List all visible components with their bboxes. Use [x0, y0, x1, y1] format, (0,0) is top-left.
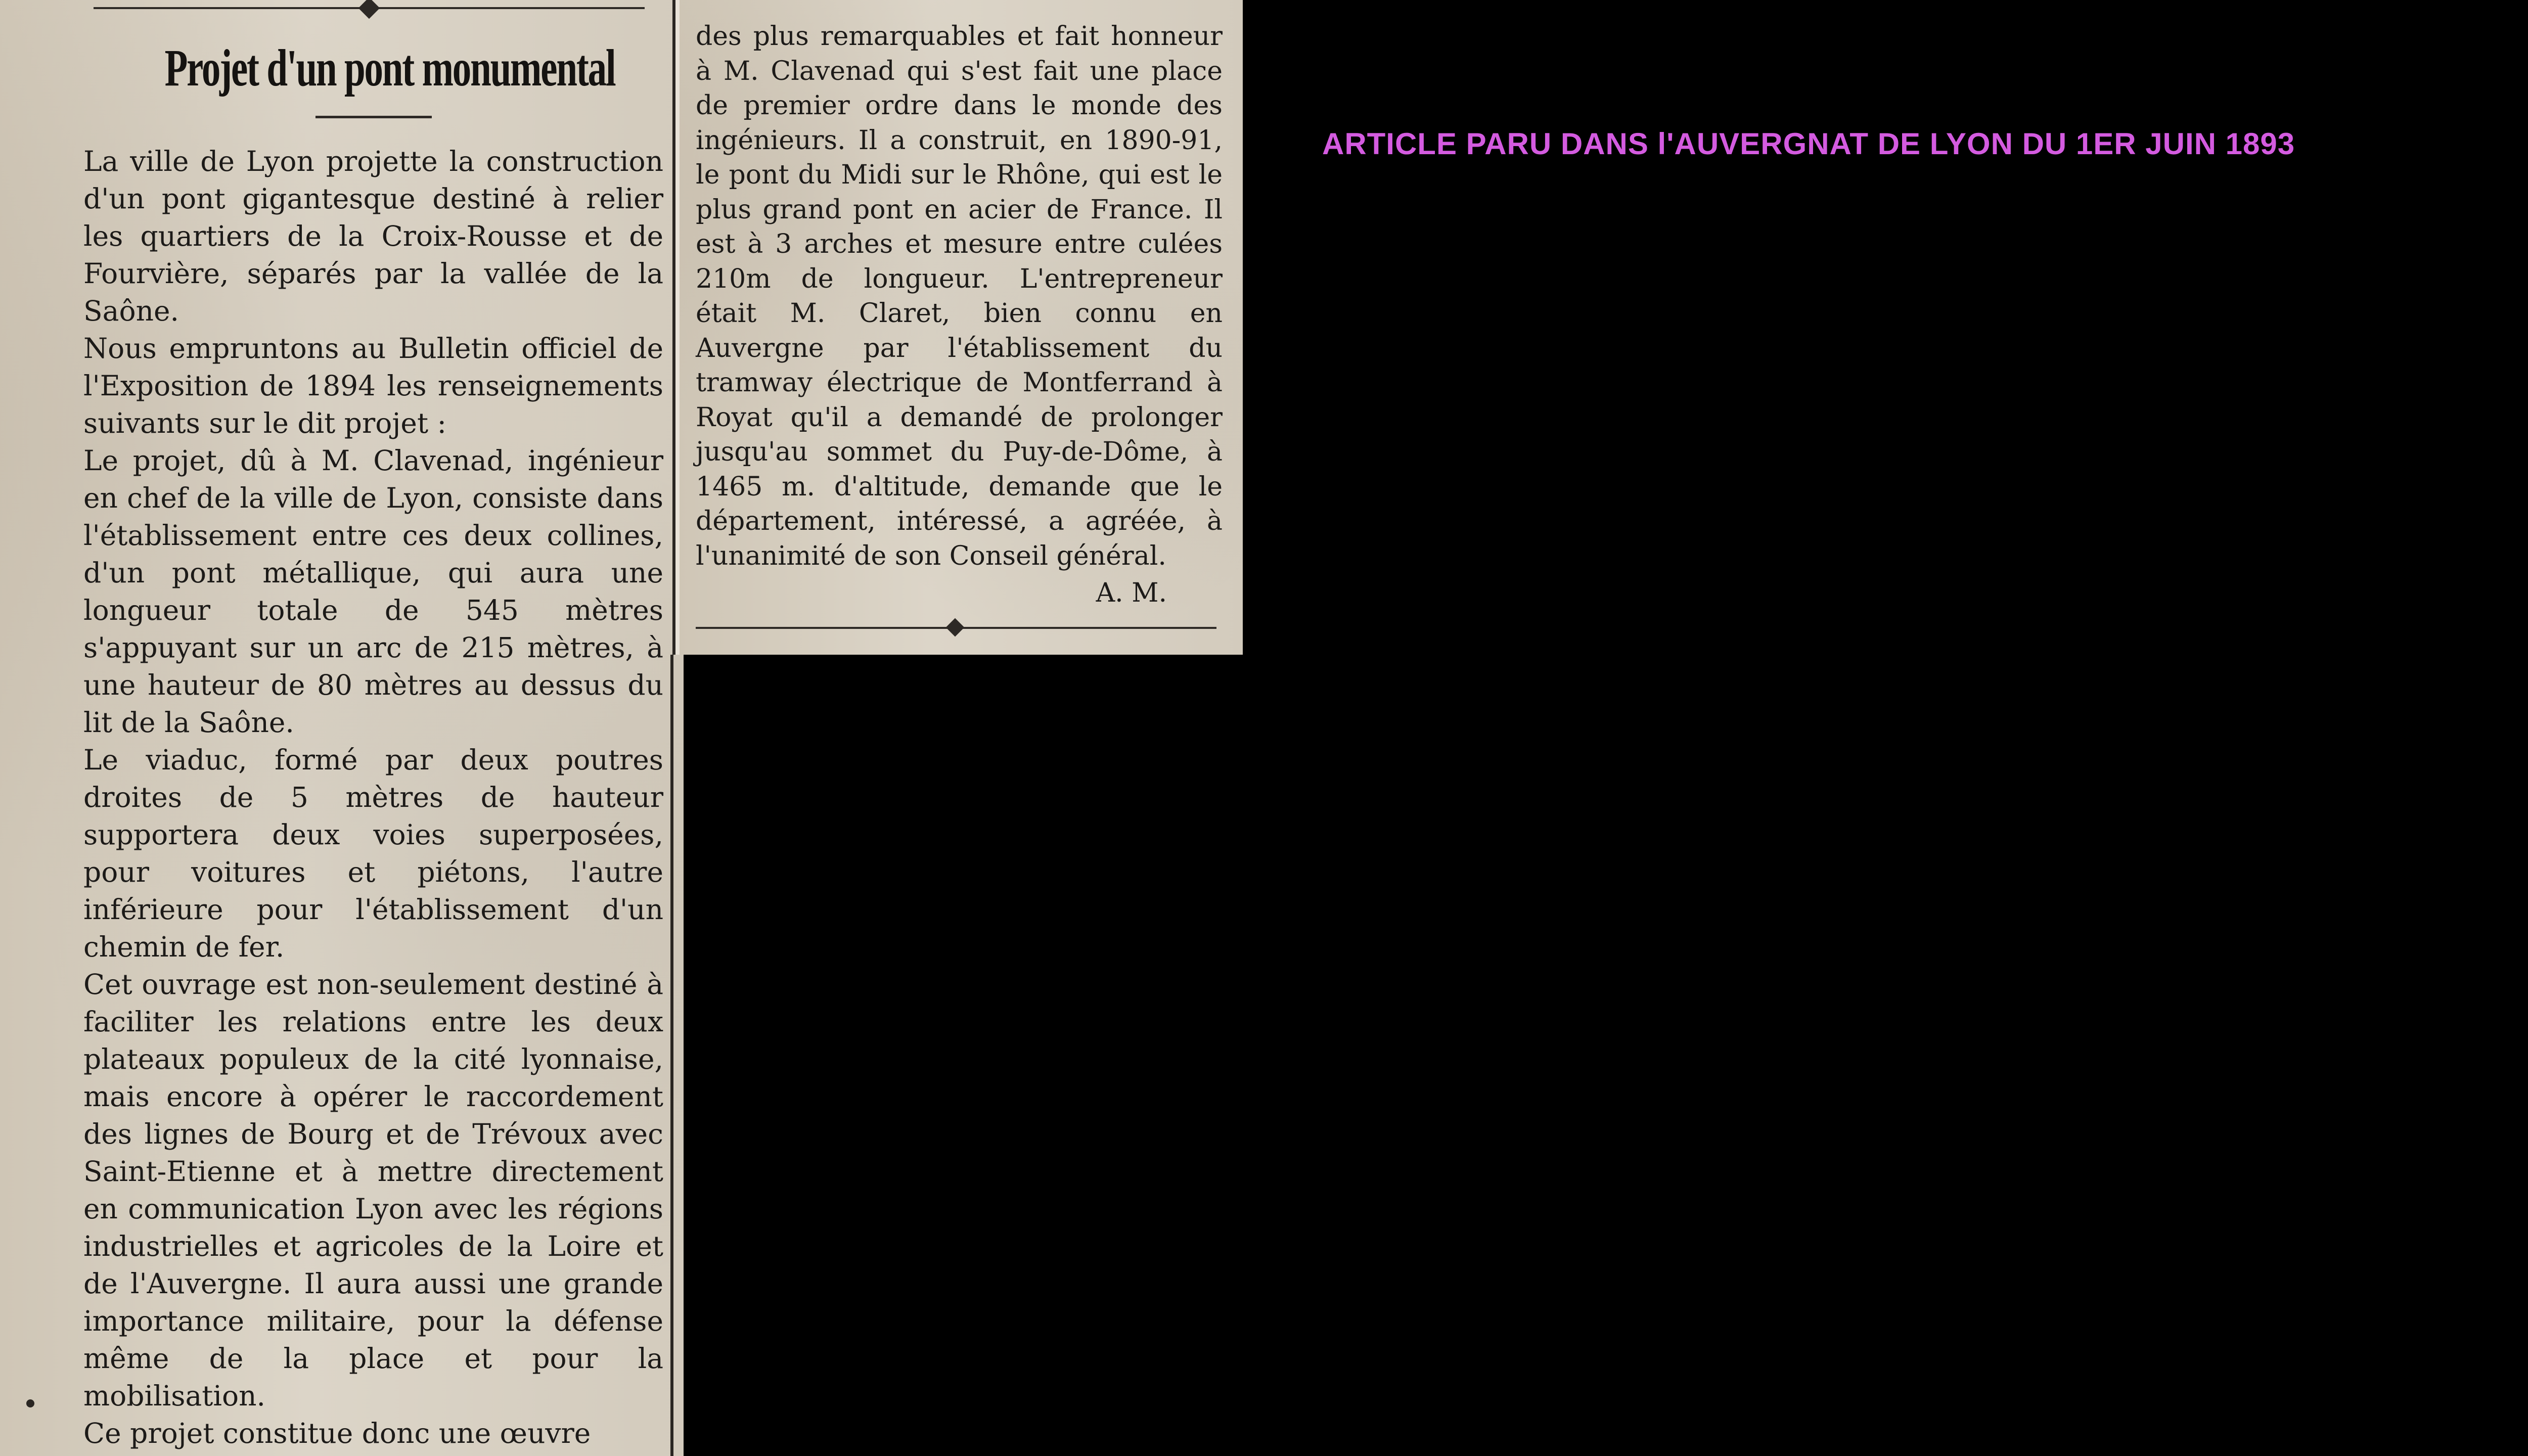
article-paragraph: Nous empruntons au Bulletin officiel de l'Exposition de 1894 les renseignements suivants sur le dit projet : [83, 332, 663, 440]
article-paragraph: La ville de Lyon projette la construction d'un pont gigantesque destiné à relier les quartiers de la Croix-Rousse et de Fourvière, séparés par la vallée de la Saône. [83, 145, 663, 328]
article-paragraph: Ce projet constitue donc une œuvre [83, 1417, 591, 1450]
ink-speck [26, 1399, 34, 1407]
article-paragraph: des plus remarquables et fait honneur à M. Clavenad qui s'est fait une place de premier ordre dans le monde des ingénieurs. Il a construit, en 1890-91, le pont du Midi sur le Rhône, qui est le plus grand pont en acier de France. Il est à 3 arches et mesure entre culées 210m de longueur. L'entrepreneur était M. Claret, bien connu en Auvergne par l'établissement du tramway électrique de Montferrand à Royat qu'il a demandé de prolonger jusqu'au sommet du Puy-de-Dôme, à 1465 m. d'altitude, demande que le département, intéressé, a agréée, à l'unanimité de son Conseil général. [696, 21, 1223, 571]
article-paragraph: Le projet, dû à M. Clavenad, ingénieur en chef de la ville de Lyon, consiste dans l'établissement entre ces deux collines, d'un pont métallique, qui aura une longueur totale de 545 mètres s'appuyant sur un arc de 215 mètres, à une hauteur de 80 mètres au dessus du lit de la Saône. [83, 444, 663, 739]
bottom-ornament-rule [696, 627, 1216, 629]
article-clipping-right-column [672, 0, 1243, 655]
article-paragraph: Le viaduc, formé par deux poutres droites de 5 mètres de hauteur supportera deux voies superposées, pour voitures et piétons, l'autre inférieure pour l'établissement d'un chemin de fer. [83, 744, 663, 964]
column-divider [670, 655, 673, 1456]
headline-divider [315, 116, 432, 118]
article-caption: ARTICLE PARU DANS l'AUVERGNAT DE LYON DU 1ER JUIN 1893 [1322, 127, 2295, 161]
article-signature: A. M. [1096, 578, 1167, 608]
article-paragraph: Cet ouvrage est non-seulement destiné à faciliter les relations entre les deux plateaux populeux de la cité lyonnaise, mais encore à opérer le raccordement des lignes de Bourg et de Trévoux avec Saint-Etienne et à mettre directement en communication Lyon avec les régions industrielles et agricoles de la Loire et de l'Auvergne. Il aura aussi une grande importance militaire, pour la défense même de la place et pour la mobilisation. [83, 968, 663, 1413]
article-clipping-left-column [0, 0, 684, 1456]
top-ornament-rule [94, 7, 645, 9]
article-headline: Projet d'un pont monumental [164, 39, 615, 97]
ornament-diamond-icon [946, 618, 965, 637]
ornament-diamond-icon [358, 0, 380, 19]
